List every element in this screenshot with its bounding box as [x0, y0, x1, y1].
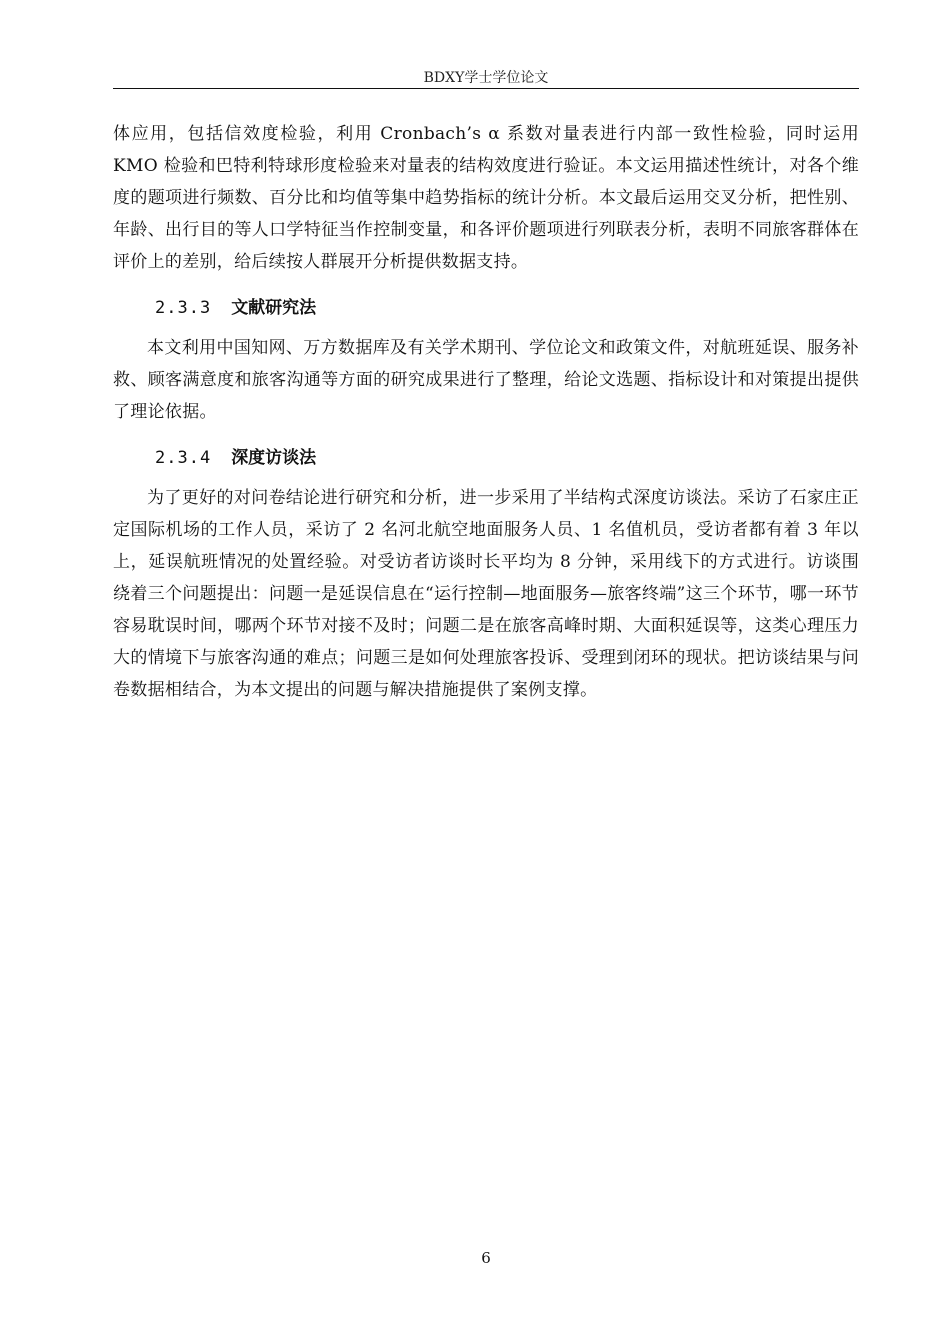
- body-paragraph-interview: 为了更好的对问卷结论进行研究和分析，进一步采用了半结构式深度访谈法。采访了石家庄正定国际机场的工作人员，采访了 2 名河北航空地面服务人员、1 名值机员，受访者都有着 3 年以上，延误航班情况的处置经验。对受访者访谈时长平均为 8 分钟，采用线下的方式进行。访谈围绕着三个问题提出：问题一是延误信息在“运行控制—地面服务—旅客终端”这三个环节，哪一环节容易耽误时间，哪两个环节对接不及时；问题二是在旅客高峰时期、大面积延误等，这类心理压力大的情境下与旅客沟通的难点；问题三是如何处理旅客投诉、受理到闭环的现状。把访谈结果与问卷数据相结合，为本文提出的问题与解决措施提供了案例支撑。: [113, 488, 859, 700]
- body-paragraph-continued: 体应用，包括信效度检验，利用 Cronbach’s α 系数对量表进行内部一致性检验，同时运用 KMO 检验和巴特利特球形度检验来对量表的结构效度进行验证。本文运用描述性统计，对各个维度的题项进行频数、百分比和均值等集中趋势指标的统计分析。本文最后运用交叉分析，把性别、年龄、出行目的等人口学特征当作控制变量，和各评价题项进行列联表分析，表明不同旅客群体在评价上的差别，给后续按人群展开分析提供数据支持。: [113, 124, 859, 272]
- running-header: BDXY学士学位论文: [423, 70, 549, 86]
- body-paragraph-literature: 本文利用中国知网、万方数据库及有关学术期刊、学位论文和政策文件，对航班延误、服务补救、顾客满意度和旅客沟通等方面的研究成果进行了整理，给论文选题、指标设计和对策提出提供了理论依据。: [113, 338, 859, 422]
- page-body: [113, 118, 859, 706]
- section-title: 文献研究法: [231, 298, 317, 318]
- header-rule: [113, 88, 859, 89]
- page-number: 6: [481, 1249, 491, 1267]
- section-title: 深度访谈法: [231, 448, 317, 468]
- section-heading-2-3-3: [113, 292, 859, 324]
- section-number: 2.3.3: [155, 298, 212, 318]
- section-heading-2-3-4: [113, 442, 859, 474]
- section-number: 2.3.4: [155, 448, 212, 468]
